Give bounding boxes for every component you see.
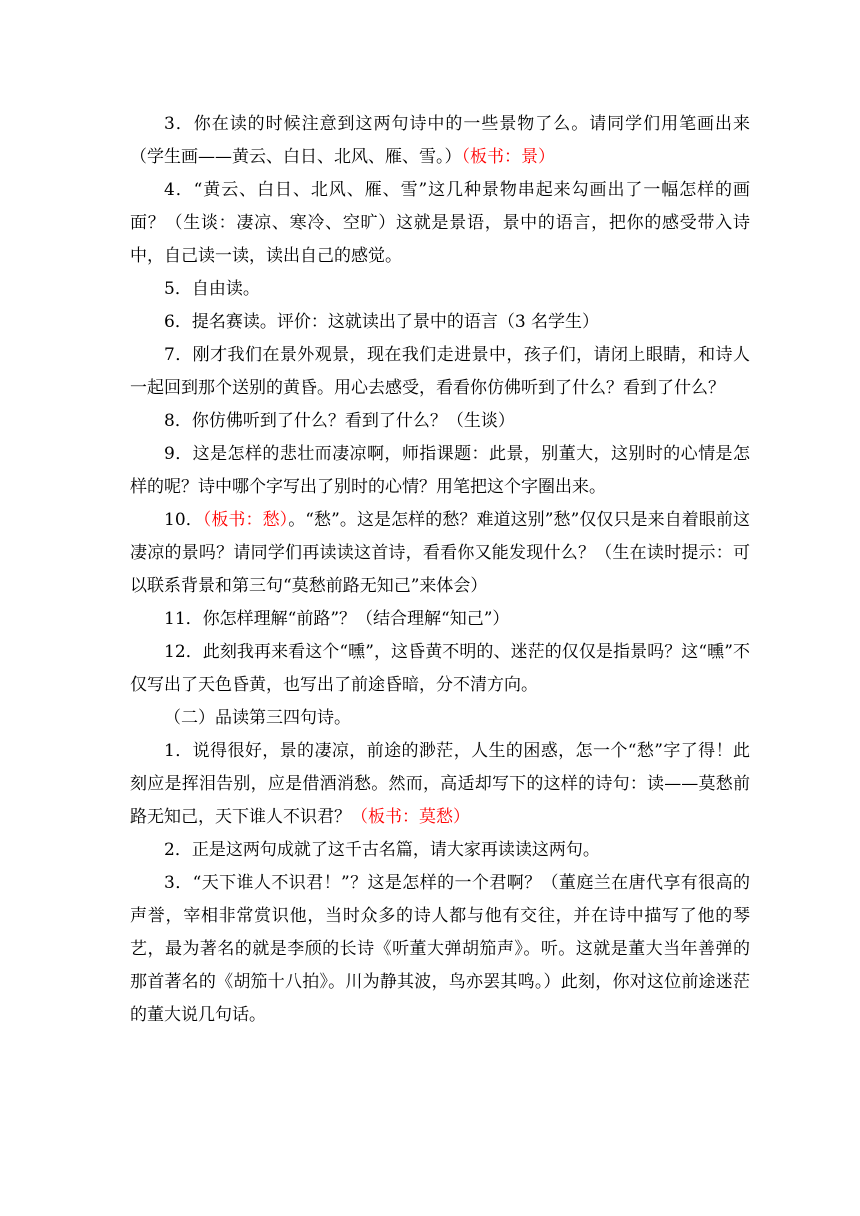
paragraph [130, 504, 750, 603]
paragraph-text: 3．“天下谁人不识君！”？这是怎样的一个君啊？（董庭兰在唐代享有很高的声誉，宰相非常赏识他，当时众多的诗人都与他有交往，并在诗中描写了他的琴艺，最为著名的就是李颀的长诗《听董大弹胡笳声》。听。这就是董大当年善弹的那首著名的《胡笳十八拍》。川为静其波，鸟亦罢其鸣。）此刻，你对这位前途迷茫的董大说几句话。 [130, 873, 750, 1025]
paragraph-text: 8．你仿佛听到了什么？看到了什么？（生谈） [164, 411, 515, 431]
paragraph-text: 6．提名赛读。评价：这就读出了景中的语言（3 名学生） [164, 312, 600, 332]
paragraph-text: 。“愁”。这是怎样的愁？难道这别”愁”仅仅只是来自着眼前这凄凉的景吗？请同学们再读读这首诗，看看你又能发现什么？（生在读时提示：可以联系背景和第三句“莫愁前路无知己”来体会） [130, 510, 750, 596]
board-note: （板书：愁） [202, 510, 289, 530]
paragraph [130, 339, 750, 405]
paragraph-text: 11．你怎样理解“前路”？（结合理解“知己”） [164, 609, 510, 629]
paragraph-text: 10． [164, 510, 203, 530]
paragraph [130, 108, 750, 174]
paragraph [130, 735, 750, 834]
paragraph [130, 834, 750, 867]
paragraph-text: 4．“黄云、白日、北风、雁、雪”这几种景物串起来勾画出了一幅怎样的画面？（生谈：凄凉、寒冷、空旷）这就是景语，景中的语言，把你的感受带入诗中，自己读一读，读出自己的感觉。 [130, 180, 750, 266]
paragraph-text: 7．刚才我们在景外观景，现在我们走进景中，孩子们，请闭上眼睛，和诗人一起回到那个送别的黄昏。用心去感受，看看你仿佛听到了什么？看到了什么？ [130, 345, 750, 398]
paragraph [130, 702, 750, 735]
paragraph-text: （二）品读第三四句诗。 [164, 708, 351, 728]
paragraph-text: 1．说得很好，景的凄凉，前途的渺茫，人生的困惑，怎一个“愁”字了得！此刻应是挥泪告别，应是借酒消愁。然而，高适却写下的这样的诗句：读——莫愁前路无知己，天下谁人不识君？ [130, 741, 750, 827]
paragraph [130, 273, 750, 306]
document-body [130, 108, 750, 1032]
paragraph-text: 9．这是怎样的悲壮而凄凉啊，师指课题：此景，别董大，这别时的心情是怎样的呢？诗中哪个字写出了别时的心情？用笔把这个字圈出来。 [130, 444, 750, 497]
paragraph [130, 438, 750, 504]
paragraph-text: 2．正是这两句成就了这千古名篇，请大家再读读这两句。 [164, 840, 600, 860]
paragraph [130, 306, 750, 339]
paragraph [130, 636, 750, 702]
board-note: （板书：莫愁） [351, 807, 470, 827]
paragraph-text: 12．此刻我再来看这个“曛”，这昏黄不明的、迷茫的仅仅是指景吗？这“曛”不仅写出了天色昏黄，也写出了前途昏暗，分不清方向。 [130, 642, 750, 695]
paragraph [130, 405, 750, 438]
board-note: （板书：景） [461, 147, 555, 167]
paragraph [130, 867, 750, 1032]
paragraph-text: 3．你在读的时候注意到这两句诗中的一些景物了么。请同学们用笔画出来（学生画——黄云、白日、北风、雁、雪。） [130, 114, 750, 167]
paragraph [130, 174, 750, 273]
paragraph [130, 603, 750, 636]
paragraph-text: 5．自由读。 [164, 279, 260, 299]
